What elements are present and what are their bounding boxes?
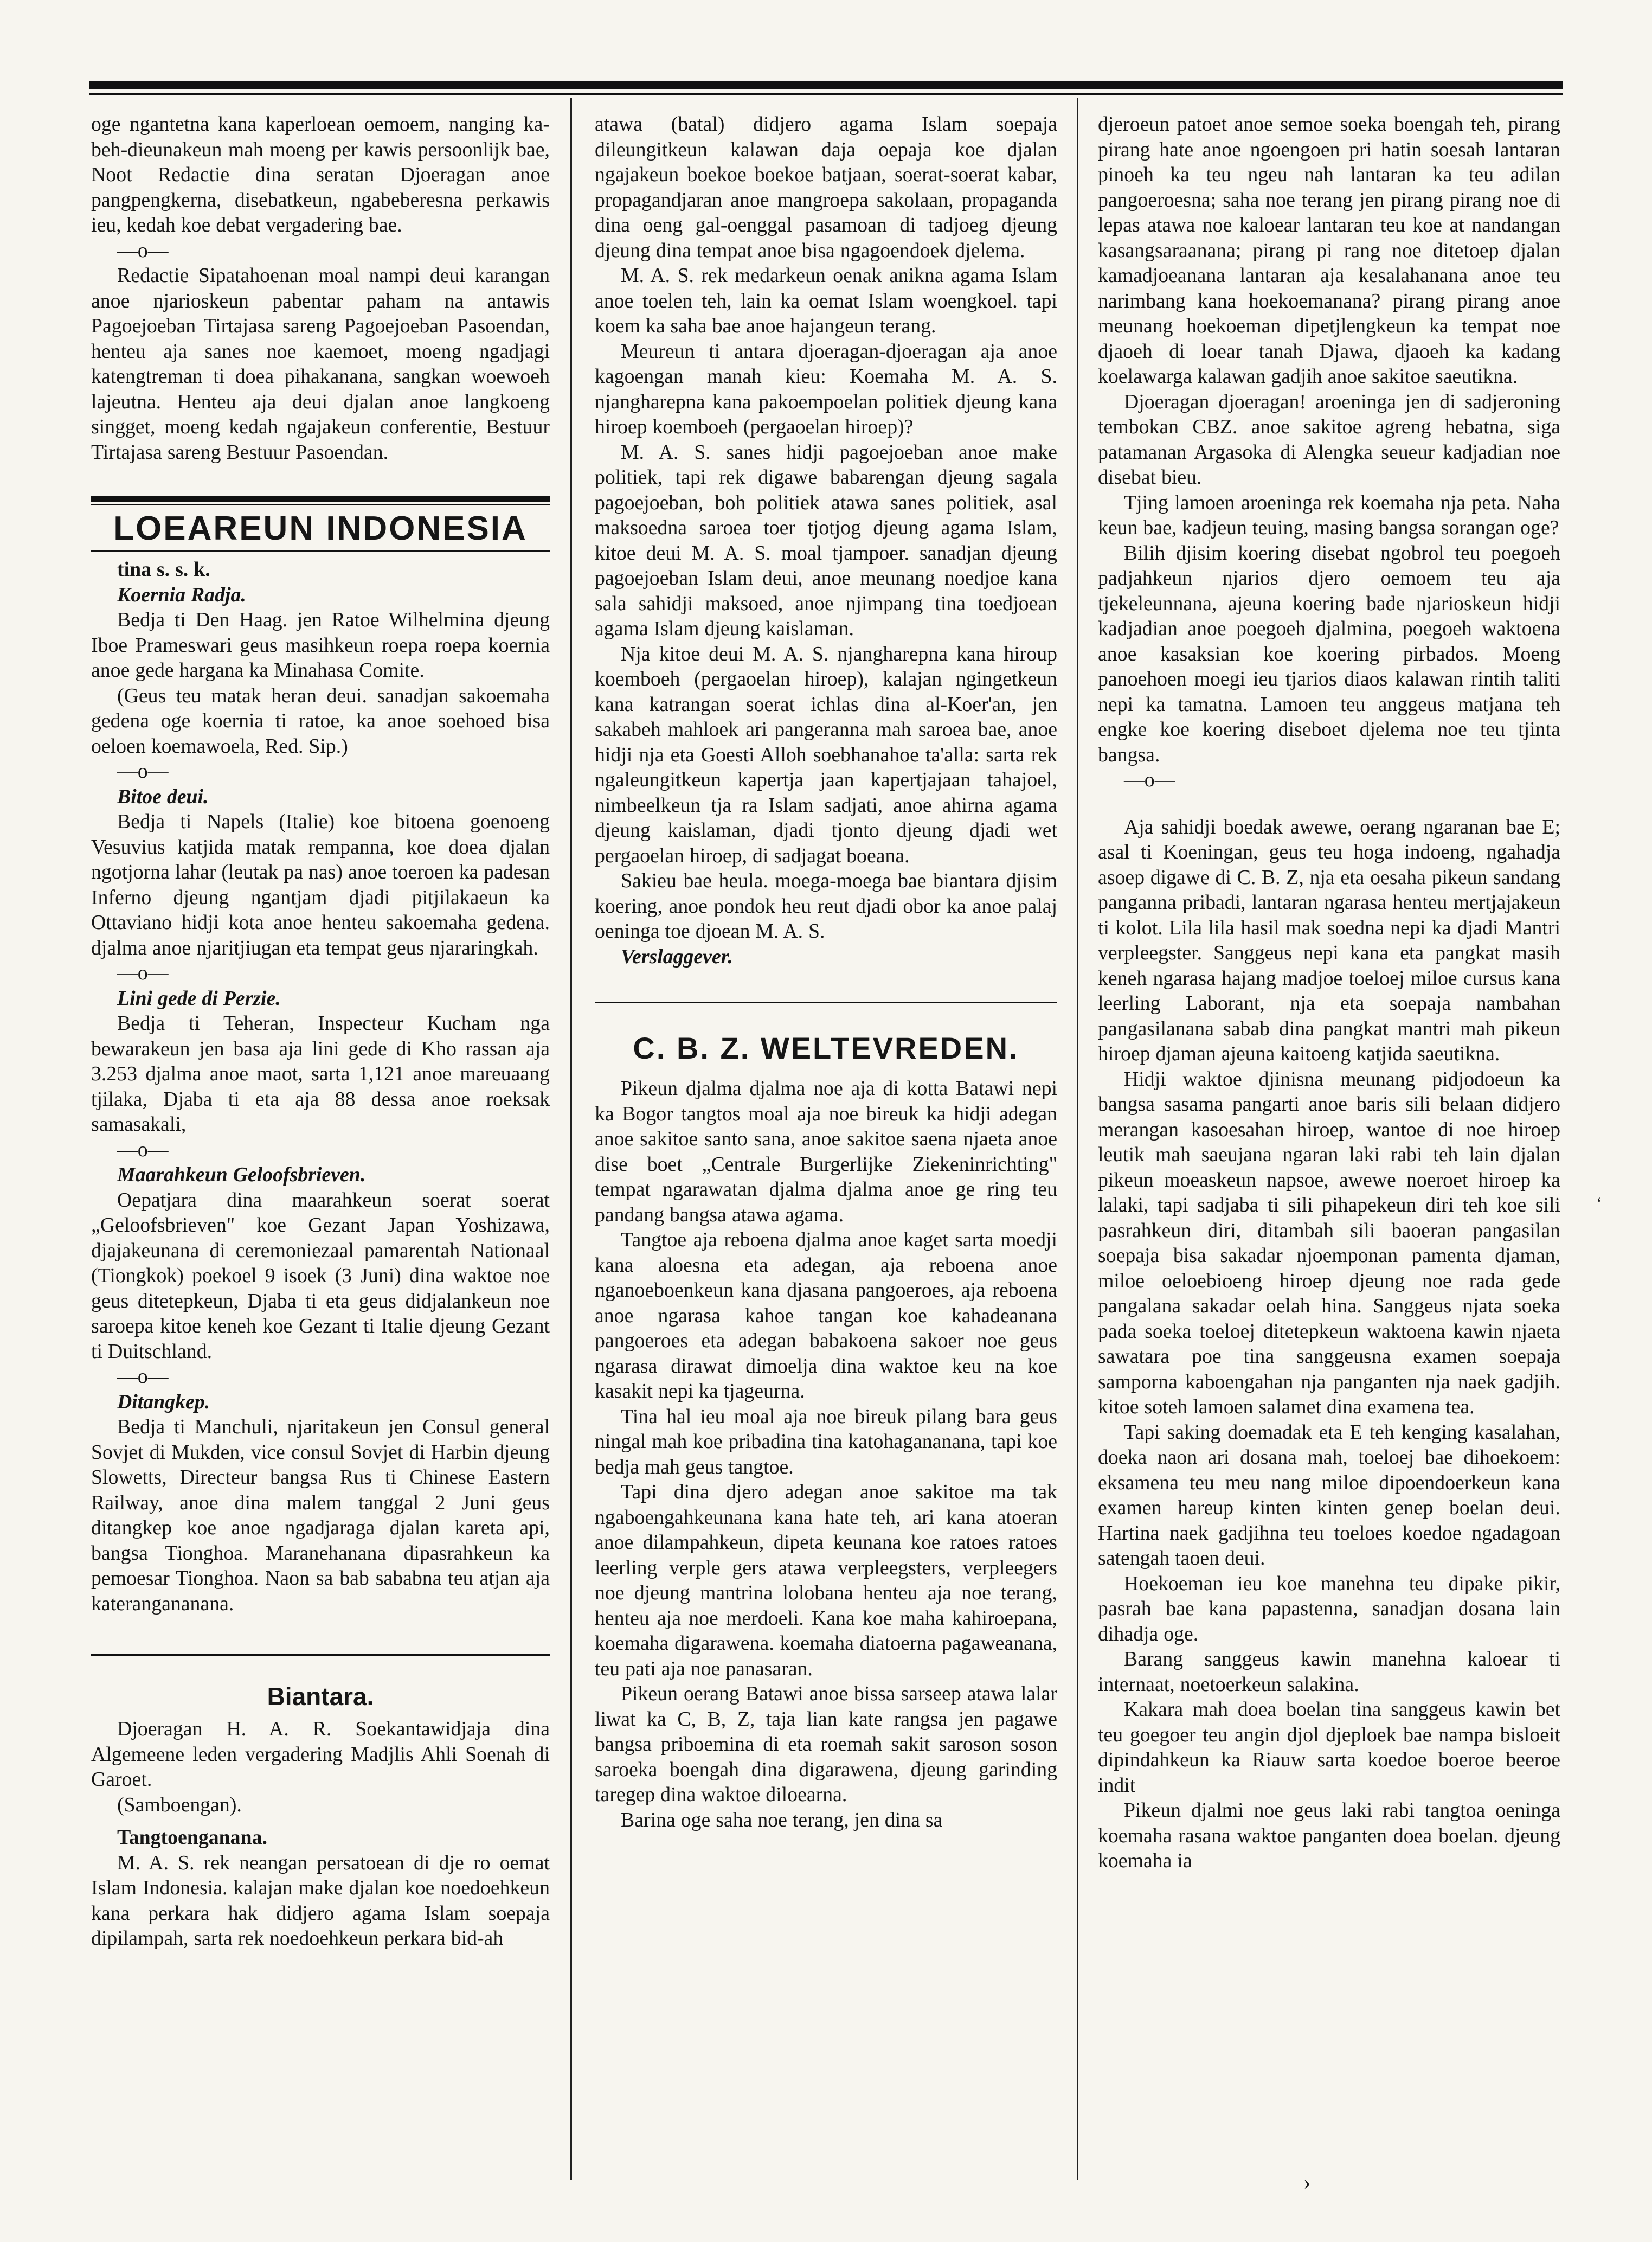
article-subheading: Maarahkeun Geloofsbrieven. xyxy=(117,1163,366,1186)
paragraph: Tapi saking doemadak eta E teh kenging kasalahan, doeka naon ari dosana mah, toeloej bae dihoekoem: eksamena teu meu nang miloe dipoendoerkeun kana examen hareup kinten kinten genep boelan deui. Hartina naek gadjihna teu toeloes koedoe ngadagoan satengah taoen deui. xyxy=(1098,1420,1560,1570)
paragraph: Meureun ti antara djoeragan-djoeragan aja anoe kagoengan manah kieu: Koemaha M. A. S. njangharepna kana pakoempoelan politiek djeung kana hiroep koemboeh (pergaoelan hiroep)? xyxy=(595,339,1057,438)
paragraph: Tina hal ieu moal aja noe bireuk pilang bara geus ningal mah koe pribadina tina katohagananana, tapi koe bedja mah geus tangtoe. xyxy=(595,1405,1057,1478)
separator: —o— xyxy=(117,760,169,783)
rule xyxy=(91,496,550,502)
paragraph: Bedja ti Teheran, Inspecteur Kucham nga bewarakeun jen basa aja lini gede di Kho rassan aja 3.253 djalma anoe maot, sarta 1,121 anoe mareuaang tjilaka, Djaba ti eta aja 88 dessa anoe roeksak samasakali, xyxy=(91,1012,550,1136)
stray-mark: ‘ xyxy=(1596,1193,1602,1213)
separator: —o— xyxy=(117,1365,169,1388)
article-subheading: Bitoe deui. xyxy=(117,785,209,808)
paragraph: Pikeun oerang Batawi anoe bissa sarseep atawa lalar liwat ka C, B, Z, taja lian kate rangsa jen pagawe bangsa priboemina di eta roemah sakit saroson soson saroeka boengah dina digarawena, djeung garinding taregep dina waktoe diloearna. xyxy=(595,1682,1057,1806)
paragraph: M. A. S. rek neangan persatoean di dje ro oemat Islam Indonesia. kalajan make djalan koe noedoehkeun kana perkara hak didjero agama Islam soepaja dipilampah, sarta rek noedoehkeun perkara bid-ah xyxy=(91,1851,550,1950)
separator: —o— xyxy=(117,1138,169,1161)
article-subheading: Koernia Radja. xyxy=(117,583,246,606)
paragraph: Tapi dina djero adegan anoe sakitoe ma tak ngaboengahkeunana kana hate teh, ari kana atoeran anoe dilampahkeun, dipeta keunana koe ratoes ratoes leerling verple gers atawa verpleegsters, verpleegers noe djeung mantrina lolobana henteu aja noe terang, henteu aja noe merdoeli. Kana koe maha kahiroepana, koemaha digarawena. koemaha diatoerna pagaweanana, teu pati aja noe panasaran. xyxy=(595,1481,1057,1680)
top-rule-thick xyxy=(89,81,1563,89)
column-1 xyxy=(91,112,550,2183)
rule xyxy=(91,1654,550,1656)
paragraph: Nja kitoe deui M. A. S. njangharepna kana hiroup koemboeh (pergaoelan hiroep), kalajan ngingetkeun kana katrangan soerat ichlas dina al-Koer'an, jen sakabeh mahloek ari pangeranna mah saroea bae, anoe hidji nja eta Goesti Alloh soebhanahoe ta'alla: sarta rek ngaleungitkeun kapertja jaan kapertjajaan tahajoel, nimbeelkeun tja ra Islam sadjati, anoe ahirna agama djeung kaislaman, djadi tjonto djeung djadi wet pergaoelan hiroep, di sadjagat boeana. xyxy=(595,642,1057,867)
paragraph: Tjing lamoen aroeninga rek koemaha nja peta. Naha keun bae, kadjeun teuing, masing bangsa sorangan oge? xyxy=(1098,491,1560,539)
section-header xyxy=(91,496,550,552)
paragraph: Aja sahidji boedak awewe, oerang ngaranan bae E; asal ti Koeningan, geus teu hoga indoeng, ngahadja asoep digawe di C. B. Z, nja eta oesaha pikeun sandang panganna pribadi, lantaran ngarasa henteu mertjajakeun ti kolot. Lila lila hasil mak soedna nepi ka djadi Mantri verpleegster. Sanggeus nepi kana eta pangkat masih keneh ngarasa hajang madjoe toeloej miloe cursus kana leerling Laborant, nja eta soepaja nambahan pangasilanana sabab dina pangkat mantri mah pikeun hiroep djaman ajeuna kaitoeng katjida saeutikna. xyxy=(1098,815,1560,1065)
byline: tina s. s. k. xyxy=(117,558,210,581)
paragraph: Djoeragan djoeragan! aroeninga jen di sadjeroning tembokan CBZ. anoe sakitoe agreng hebatna, siga patamanan Argasoka di Alengka seueur kadjadian noe disebat bieu. xyxy=(1098,390,1560,489)
paragraph: (Geus teu matak heran deui. sanadjan sakoemaha gedena oge koernia ti ratoe, ka anoe soehoed bisa oeloen koemawoela, Red. Sip.) xyxy=(91,684,550,758)
article-continued-note: (Samboengan). xyxy=(117,1793,242,1816)
column-divider xyxy=(1077,98,1078,2180)
paragraph: Bilih djisim koering disebat ngobrol teu poegoeh padjahkeun njarios djero oemoem teu aja tjekeleunnana, ajeuna koering bade njarioskeun hidji kadjadian anoe poegoeh djalmina, poegoeh waktoena anoe kasaksian koe koering pirbados. Moeng panoehoen moegi ieu tjarios diaos kalawan rintih taliti nepi ka tamatna. Lamoen teu anggeus matjana teh engke koe koering diseboet djelema noe teu tjinta bangsa. xyxy=(1098,541,1560,766)
paragraph: Oepatjara dina maarahkeun soerat soerat „Geloofsbrieven" koe Gezant Japan Yoshizawa, djajakeunana di ceremoniezaal pamarentah Nationaal (Tiongkok) poekoel 9 isoek (3 Juni) dina waktoe noe geus ditetepkeun, Djaba ti eta geus didjalankeun noe saroepa kitoe keneh koe Gezant ti Italie djeung Gezant ti Duitschland. xyxy=(91,1188,550,1363)
rule xyxy=(91,504,550,505)
paragraph: Hoekoeman ieu koe manehna teu dipake pikir, pasrah bae kana papastenna, sanadjan dosana lain dihadja oge. xyxy=(1098,1572,1560,1645)
stray-mark: › xyxy=(1303,2170,1311,2194)
paragraph: Redactie Sipatahoenan moal nampi deui karangan anoe njarioskeun pabentar paham na antawis Pagoejoeban Tirtajasa sareng Pagoejoeban Pasoendan, henteu aja sanes noe kaemoet, moeng ngadjagi katengtreman ti doea pihakanana, sangkan woewoeh lajeutna. Henteu aja deui djalan anoe langkoeng singget, moeng kedah ngajakeun conferentie, Bestuur Tirtajasa sareng Bestuur Pasoendan. xyxy=(91,264,550,464)
article-subheading: Lini gede di Perzie. xyxy=(117,987,281,1010)
paragraph: atawa (batal) didjero agama Islam soepaja dileungitkeun kalawan daja oepaja koe djalan ngajakeun boekoe boekoe batjaan, soerat-soerat kabar, propagandjaran anoe mangroepa sakolaan, propaganda dina oeng gal-oenggal pasamoan di tadjoeg djeung djeung dina tempat anoe bisa ngagoendoek djelema. xyxy=(595,113,1057,262)
separator: —o— xyxy=(117,962,169,984)
separator: —o— xyxy=(1124,768,1175,791)
column-3 xyxy=(1098,112,1560,2183)
paragraph: Pikeun djalmi noe geus laki rabi tangtoa oeninga koemaha rasana waktoe panganten doea boelan. djeung koemaha ia xyxy=(1098,1799,1560,1872)
article-intro: Djoeragan H. A. R. Soekantawidjaja dina Algemeene leden vergadering Madjlis Ahli Soenah di Garoet. xyxy=(91,1718,550,1791)
paragraph: Barina oge saha noe terang, jen dina sa xyxy=(621,1808,943,1831)
paragraph: Sakieu bae heula. moega-moega bae biantara djisim koering, anoe pondok heu reut djadi obor ka anoe palaj oeninga toe djoean M. A. S. xyxy=(595,869,1057,943)
article-headline: Biantara. xyxy=(267,1682,374,1711)
paragraph: Kakara mah doea boelan tina sanggeus kawin bet teu goegoer teu angin djol djeploek bae nampa bisloeit dipindahkeun ka Riauw sarta koedoe boeroe beeroe indit xyxy=(1098,1698,1560,1797)
paragraph: M. A. S. rek medarkeun oenak anikna agama Islam anoe toelen teh, lain ka oemat Islam woengkoel. tapi koem ka saha bae anoe hajangeun terang. xyxy=(595,264,1057,337)
article-subheading: Tangtoenganana. xyxy=(117,1826,267,1849)
paragraph: Bedja ti Napels (Italie) koe bitoena goenoeng Vesuvius katjida matak rempanna, koe doea djalan ngotjorna lahar (leutak pa nas) anoe toeroen ka padesan Inferno djeung ngantjam djadi pitjilakaeun ka Ottaviano hidji kota anoe henteu sakoemaha gedena. djalma anoe njaritjiugan eta tempat geus njararingkah. xyxy=(91,810,550,959)
paragraph: Barang sanggeus kawin manehna kaloear ti internaat, noetoerkeun salakina. xyxy=(1098,1648,1560,1696)
section-headline: C. B. Z. WELTEVREDEN. xyxy=(633,1031,1019,1065)
column-divider xyxy=(570,98,572,2180)
paragraph: Hidji waktoe djinisna meunang pidjodoeun ka bangsa sasama pangarti anoe baris sili belaan didjero merangan kasoesahan hiroep, wantoe di noe hiroep leutik mah saeujana ngaran laki rabi teh lain djalan pikeun moeaskeun napsoe, awewe noeroet hiroep ka lalaki, tapi sadjaba ti sili pihapekeun diri teh koe sili pasrahkeun diri, ditambah sili baoeran pangasilan soepaja bisa sakadar njoemponan pamenta djaman, miloe oeloebioeng hiroep djeung noe rada gede pangalana sakadar oelah hina. Sanggeus njata soeka pada soeka toeloej ditetepkeun waktoena kawin njaeta sawatara poe tina sanggeusna examen soepaja samporna kaboengahan nja panganten nja naek gadjih. kitoe soteh lamoen salamet dina examena tea. xyxy=(1098,1067,1560,1418)
paragraph: Bedja ti Den Haag. jen Ratoe Wilhelmina djeung Iboe Prameswari geus masihkeun roepa roepa koernia anoe gede hargana ka Minahasa Comite. xyxy=(91,608,550,682)
signature: Verslaggever. xyxy=(621,945,733,968)
column-2 xyxy=(595,112,1057,2183)
top-rule-thin xyxy=(89,93,1563,95)
rule xyxy=(595,1002,1057,1003)
paragraph: M. A. S. sanes hidji pagoejoeban anoe make politiek, tapi rek digawe babarengan djeung sagala pagoejoeban, boh politiek atawa sanes politiek, asal maksoedna saroea toer tjotjog djeung agama Islam, kitoe deui M. A. S. moal tjampoer. sanadjan djeung pagoejoeban Islam deui, anoe meunang noedjoe kana sala sahidji maksoed, anoe njimpang tina toedjoean agama Islam djeung kaislaman. xyxy=(595,440,1057,640)
paragraph: Bedja ti Manchuli, njaritakeun jen Consul general Sovjet di Mukden, vice consul Sovjet di Harbin djeung Slowetts, Directeur bangsa Rus ti Chinese Eastern Railway, anoe dina malem tanggal 2 Juni geus ditangkep koe anoe ngadjaraga djalan kareta api, bangsa Tionghoa. Maranehanana dipasrahkeun ka pemoesar Tionghoa. Naon sa bab sababna teu atjan aja katerangananana. xyxy=(91,1415,550,1615)
section-headline: LOEAREUN INDONESIA xyxy=(113,510,528,547)
paragraph: Pikeun djalma djalma noe aja di kotta Batawi nepi ka Bogor tangtos moal aja noe bireuk ka hidji adegan anoe sakitoe santo sana, anoe sakitoe saena njaeta anoe dise boet „Centrale Burgerlijke Ziekeninrichting" tempat ngarawatan djalma djalma anoe ge ring teu pandang bangsa atawa agama. xyxy=(595,1077,1057,1226)
separator: —o— xyxy=(117,239,169,262)
paragraph: Tangtoe aja reboena djalma anoe kaget sarta moedji kana aloesna eta adegan, aja reboena anoe nganoeboenkeun kana djasana pangoeroes, aja reboena anoe ngarasa kahoe tangan koe kahadeanana pangoeroes eta adegan babakoena sakoer noe geus ngarasa dirawat dimoelja dina waktoe keu na koe kasakit nepi ka tjageurna. xyxy=(595,1228,1057,1402)
article-subheading: Ditangkep. xyxy=(117,1390,210,1413)
rule xyxy=(91,550,550,552)
paragraph: oge ngantetna kana kaperloean oemoem, nanging ka-beh-dieunakeun mah moeng per kawis persoonlijk bae, Noot Redactie dina seratan Djoeragan anoe pangpengkerna, disebatkeun, ngabeberesna perkawis ieu, kedah koe debat vergadering bae. xyxy=(91,113,550,236)
paragraph: djeroeun patoet anoe semoe soeka boengah teh, pirang pirang hate anoe ngoengoen pri hatin soesah lantaran pinoeh ka teu ngeu nah lantaran ka teu adilan pangoeroesna; saha noe terang jen pirang pirang noe di lepas atawa noe kaloear lantaran teu koe at nandangan kasangsaraanana; pirang pi rang noe ditetoep djalan kamadjoeanana lantaran aja kesalahanana anoe teu narimbang kana hoekoemanana? pirang pirang anoe meunang hoekoeman dipetjlengkeun ka tempat noe djaoeh di loear tanah Djawa, djaoeh ka kadang koelawarga kalawan gadjih anoe sakitoe saeutikna. xyxy=(1098,113,1560,388)
